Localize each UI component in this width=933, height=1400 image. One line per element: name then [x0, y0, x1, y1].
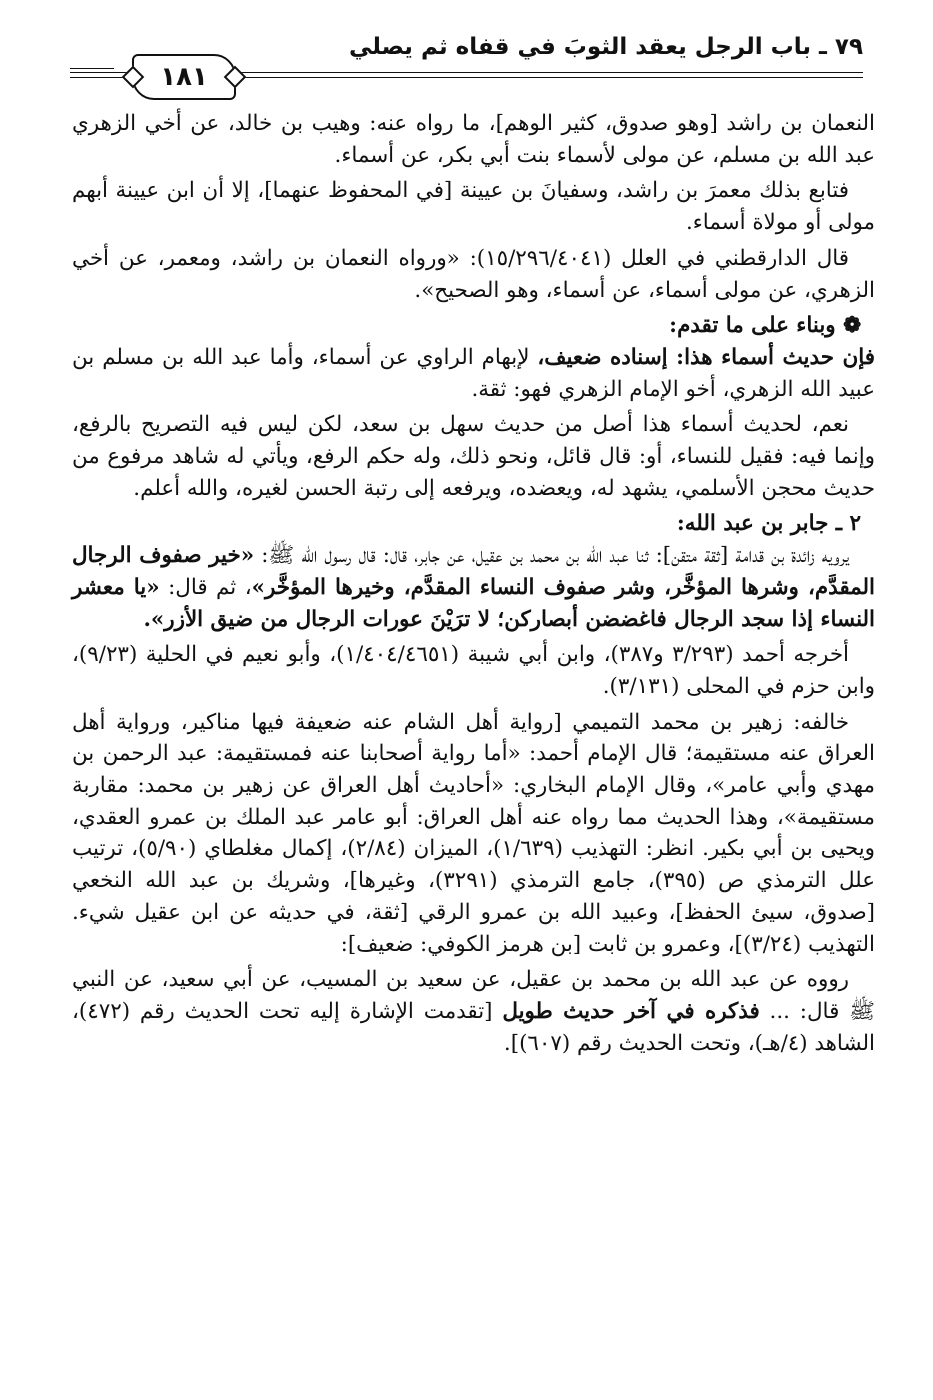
page-number: ١٨١: [132, 54, 236, 100]
paragraph: النعمان بن راشد [وهو صدوق، كثير الوهم]، ما رواه عنه: وهيب بن خالد، عن أخي الزهري عبد الله بن مسلم، عن مولى لأسماء بنت أبي بكر، عن أسماء.: [72, 111, 875, 168]
paragraph: أخرجه أحمد (٣/٢٩٣ و٣٨٧)، وابن أبي شيبة (١/٤٠٤/٤٦٥١)، وأبو نعيم في الحلية (٩/٢٣)، وابن حزم في المحلى (٣/١٣١).: [72, 642, 875, 699]
paragraph: [72, 342, 875, 405]
body-text: [72, 108, 875, 1063]
paragraph: فتابع بذلك معمرَ بن راشد، وسفيانَ بن عيينة [في المحفوظ عنهما]، إلا أن ابن عيينة أبهم مولى أو مولاة أسماء.: [72, 178, 875, 236]
text-run: ، ثم قال:: [159, 574, 252, 600]
text-run: [تقدمت الإشارة إليه تحت الحديث رقم (٤٧٢)، الشاهد (٤/هـ)، وتحت الحديث رقم (٦٠٧)].: [72, 998, 875, 1056]
hadith-text: «خير صفوف الرجال المقدَّم، وشرها المؤخَّر، وشر صفوف النساء المقدَّم، وخيرها المؤخَّر»: [72, 543, 875, 600]
hadith-text: «يا معشر النساء إذا سجد الرجال فاغضضن أبصاركن؛ لا ترَيْنَ عورات الرجال من ضيق الأزر».: [72, 574, 875, 632]
paragraph: نعم، لحديث أسماء هذا أصل من حديث سهل بن سعد، لكن ليس فيه التصريح بالرفع، وإنما فيه: فقيل للنساء، أو: قال قائل، ونحو ذلك، وله حكم الرفع، ويأتي له شاهد مرفوع من حديث محجن الأسلمي، يشهد له، ويعضده، ويرفعه إلى رتبة الحسن لغيره، والله أعلم.: [72, 412, 875, 501]
running-head: [70, 28, 863, 92]
bold-verdict: فإن حديث أسماء هذا: إسناده ضعيف،: [537, 344, 875, 370]
header-rule-end: [70, 68, 114, 78]
text-run: لإبهام الراوي عن أسماء، وأما عبد الله بن مسلم بن عبيد الله الزهري، أخو الإمام الزهري فهو: ثقة.: [72, 344, 875, 402]
paragraph: خالفه: زهير بن محمد التميمي [رواية أهل الشام عنه ضعيفة فيها مناكير، ورواية أهل العراق عنه مستقيمة؛ قال الإمام أحمد: «أما رواية أصحابنا عنه فمستقيمة: عبد الرحمن بن مهدي وأبي عامر»، وقال الإمام البخاري: «أحاديث أهل العراق عن زهير بن محمد: مقاربة مستقيمة»، وهذا الحديث مما رواه عنه أهل العراق: أبو عامر عبد الملك بن عمرو العقدي، ويحيى بن أبي بكير. انظر: التهذيب (١/٦٣٩)، الميزان (٢/٨٤)، إكمال مغلطاي (٥/٩٠)، ترتيب علل الترمذي ص (٣٩٥)، جامع الترمذي (٣٢٩١)، وغيرها]، وشريك بن عبد الله النخعي [صدوق، سيئ الحفظ]، وعبيد الله بن عمرو الرقي [ثقة، في حديثه عن ابن عقيل شيء. التهذيب (٣/٢٤)]، وعمرو بن ثابت [بن هرمز الكوفي: ضعيف]:: [72, 709, 876, 957]
paragraph: قال الدارقطني في العلل (١٥/٢٩٦/٤٠٤١): «ورواه النعمان بن راشد، ومعمر، عن أخي الزهري، عن مولى أسماء، عن أسماء، وهو الصحيح».: [72, 245, 875, 303]
text-run: يرويه زائدة بن قدامة [ثقة متقن]: ثنا عبد الله بن محمد بن عقيل، عن جابر، قال: قال رسول الله ﷺ:: [254, 543, 850, 569]
bold-phrase: فذكره في آخر حديث طويل: [502, 998, 760, 1024]
section-heading: ❁ وبناء على ما تقدم:: [669, 313, 861, 339]
text-run: رووه عن عبد الله بن محمد بن عقيل، عن سعيد بن المسيب، عن أبي سعيد، عن النبي ﷺ قال: ...: [72, 967, 875, 1024]
paragraph: [72, 540, 875, 635]
section-heading: ٢ ـ جابر بن عبد الله:: [676, 511, 861, 537]
chapter-title: ٧٩ ـ باب الرجل يعقد الثوبَ في قفاه ثم يصلي: [348, 34, 863, 60]
paragraph: [72, 964, 875, 1059]
